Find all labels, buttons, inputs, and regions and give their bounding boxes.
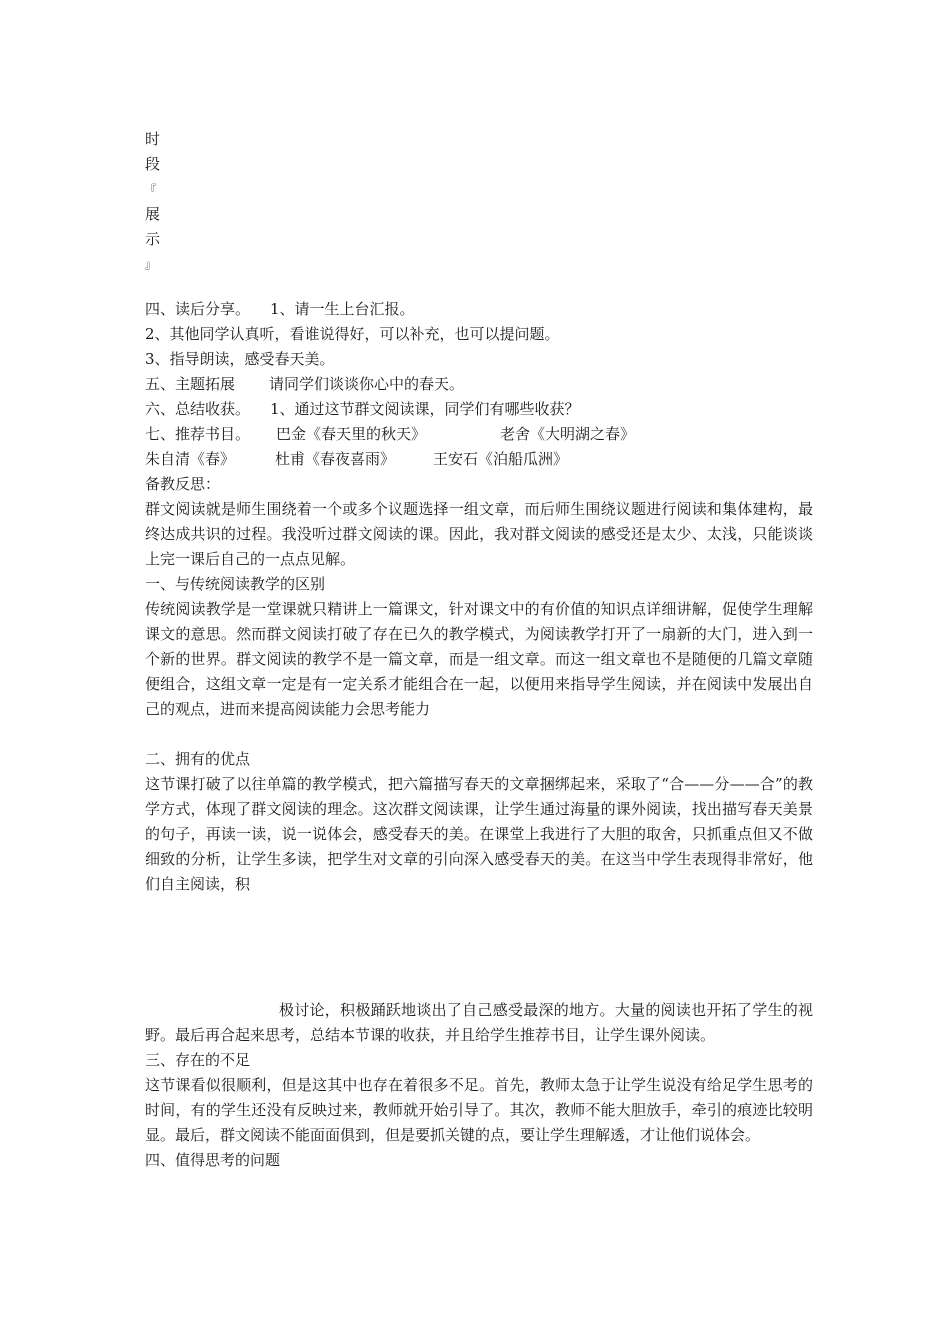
book-item: 巴金《春天里的秋天》 [276, 425, 427, 443]
vertical-char: 示 [145, 230, 161, 248]
lesson-steps [145, 297, 813, 897]
section-heading: 三、存在的不足 [145, 1051, 251, 1069]
section-paragraph: 这节课看似很顺利，但是这其中也存在着很多不足。首先，教师太急于让学生说没有给足学生思考的时间，有的学生还没有反映过来，教师就开始引导了。其次，教师不能大胆放手，牵引的痕迹比较明显。最后，群文阅读不能面面俱到，但是要抓关键的点，要让学生理解透，才让他们说体会。 [145, 1076, 813, 1144]
vertical-bracket-open: 『 [145, 183, 156, 196]
book-item: 王安石《泊船瓜洲》 [433, 450, 569, 468]
step-six-label: 六、总结收获。 [145, 400, 251, 418]
page-continuation [145, 998, 813, 1173]
section-paragraph: 这节课打破了以往单篇的教学模式，把六篇描写春天的文章捆绑起来，采取了“合——分——合”的教学方式，体现了群文阅读的理念。这次群文阅读课，让学生通过海量的课外阅读，找出描写春天美景的句子，再读一读，说一说体会，感受春天的美。在课堂上我进行了大胆的取舍，只抓重点但又不做细致的分析，让学生多读，把学生对文章的引向深入感受春天的美。在这当中学生表现得非常好，他们自主阅读，积 [145, 775, 813, 893]
vertical-char: 段 [145, 155, 161, 173]
section-paragraph: 传统阅读教学是一堂课就只精讲上一篇课文，针对课文中的有价值的知识点详细讲解，促使学生理解课文的意思。然而群文阅读打破了存在已久的教学模式，为阅读教学打开了一扇新的大门，进入到一个新的世界。群文阅读的教学不是一篇文章，而是一组文章。而这一组文章也不是随便的几篇文章随便组合，这组文章一定是有一定关系才能组合在一起，以便用来指导学生阅读，并在阅读中发展出自己的观点，进而来提高阅读能力会思考能力 [145, 600, 813, 718]
step-five [145, 372, 813, 397]
vertical-char: 时 [145, 130, 161, 148]
reflection-intro: 群文阅读就是师生围绕着一个或多个议题选择一组文章，而后师生围绕议题进行阅读和集体建构，最终达成共识的过程。我没听过群文阅读的课。因此，我对群文阅读的感受还是太少、太浅，只能谈谈上完一课后自己的一点点见解。 [145, 500, 813, 568]
book-list-line [145, 447, 813, 472]
section-paragraph-continued: 极讨论，积极踊跃地谈出了自己感受最深的地方。大量的阅读也开拓了学生的视野。最后再合起来思考，总结本节课的收获，并且给学生推荐书目，让学生课外阅读。 [145, 1001, 813, 1044]
section-heading: 一、与传统阅读教学的区别 [145, 575, 326, 593]
step-six-item: 1、通过这节群文阅读课，同学们有哪些收获？ [270, 400, 580, 418]
step-five-item: 请同学们谈谈你心中的春天。 [269, 375, 465, 393]
step-four [145, 297, 813, 322]
step-five-label: 五、主题拓展 [145, 375, 236, 393]
book-item: 杜甫《春夜喜雨》 [275, 450, 396, 468]
blank-line [145, 722, 813, 747]
step-seven [145, 422, 813, 447]
section-heading: 四、值得思考的问题 [145, 1151, 281, 1169]
book-item: 老舍《大明湖之春》 [500, 425, 636, 443]
step-four-line-3: 3、指导朗读，感受春天美。 [145, 350, 335, 368]
book-item: 朱自清《春》 [145, 450, 236, 468]
step-four-item: 1、请一生上台汇报。 [270, 300, 415, 318]
step-six [145, 397, 813, 422]
vertical-section-label [145, 127, 169, 277]
vertical-char: 展 [145, 205, 161, 223]
reflection-title: 备教反思： [145, 475, 221, 493]
section-heading: 二、拥有的优点 [145, 750, 251, 768]
step-seven-label: 七、推荐书目。 [145, 425, 251, 443]
step-four-label: 四、读后分享。 [145, 300, 251, 318]
vertical-bracket-close: 』 [145, 258, 156, 271]
step-four-line-2: 2、其他同学认真听，看谁说得好，可以补充，也可以提问题。 [145, 325, 560, 343]
